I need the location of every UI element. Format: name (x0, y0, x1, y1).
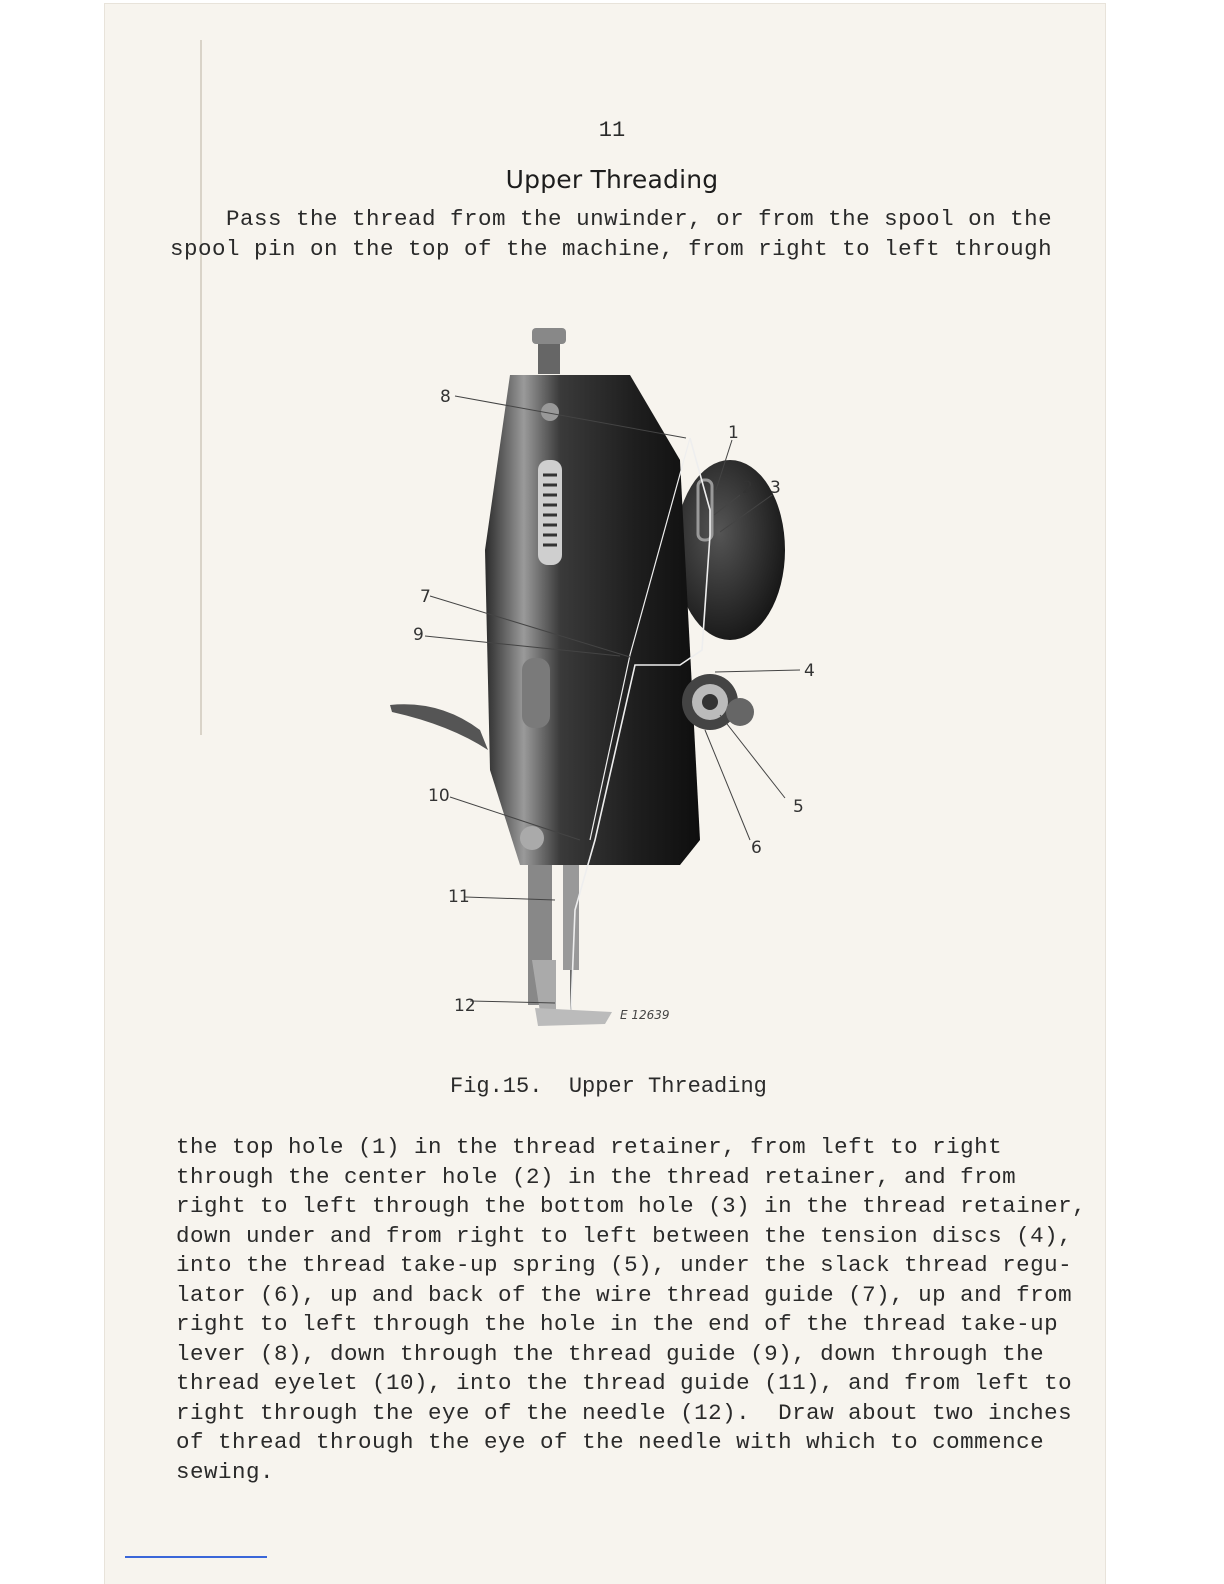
body-line: lever (8), down through the thread guide (9), down through the (176, 1340, 1045, 1367)
upper-threading-figure (380, 320, 840, 1040)
face-dome (675, 460, 785, 640)
body-line: right to left through the hole in the end of the thread take-up (176, 1311, 1059, 1337)
link-underline[interactable] (125, 1556, 267, 1558)
body-line: thread eyelet (10), into the thread guide (11), and from left to (176, 1370, 1073, 1396)
body-line: sewing. (176, 1458, 275, 1485)
body-line: into the thread take-up spring (5), under the slack thread regu- (176, 1252, 1073, 1278)
knob-icon (532, 328, 566, 344)
fold-line (200, 40, 202, 735)
sewing-machine-illustration (380, 320, 840, 1040)
figure-code: E 12639 (620, 1008, 670, 1022)
callout-11: 11 (448, 887, 470, 907)
body-line: lator (6), up and back of the wire thread guide (7), up and from (176, 1281, 1073, 1308)
body-paragraph (176, 1133, 1086, 1487)
callout-6: 6 (751, 838, 762, 858)
page-title: Upper Threading (505, 165, 719, 194)
callout-2: 2 (742, 478, 753, 498)
callout-9: 9 (413, 625, 424, 645)
page-number: 11 (598, 118, 626, 143)
machine-head (485, 375, 700, 865)
callout-4: 4 (804, 661, 815, 681)
callout-5: 5 (793, 797, 804, 817)
intro-line: spool pin on the top of the machine, from right to left through (170, 235, 1053, 262)
intro-paragraph (170, 205, 1052, 264)
body-line: the top hole (1) in the thread retainer, from left to right (176, 1134, 1003, 1160)
intro-line: Pass the thread from the unwinder, or from the spool on the (170, 206, 1053, 232)
body-line: through the center hole (2) in the thread retainer, and from (176, 1163, 1017, 1190)
body-line: down under and from right to left between the tension discs (4), (176, 1222, 1073, 1249)
body-line: of thread through the eye of the needle with which to commence (176, 1429, 1045, 1455)
figure-caption: Fig.15. Upper Threading (450, 1074, 767, 1099)
callout-12: 12 (454, 996, 476, 1016)
callout-3: 3 (770, 478, 781, 498)
body-line: right to left through the bottom hole (3) in the thread retainer, (176, 1193, 1087, 1219)
callout-7: 7 (420, 587, 431, 607)
callout-10: 10 (428, 786, 450, 806)
callout-8: 8 (440, 387, 451, 407)
callout-1: 1 (728, 423, 739, 443)
body-line: right through the eye of the needle (12). Draw about two inches (176, 1399, 1073, 1426)
